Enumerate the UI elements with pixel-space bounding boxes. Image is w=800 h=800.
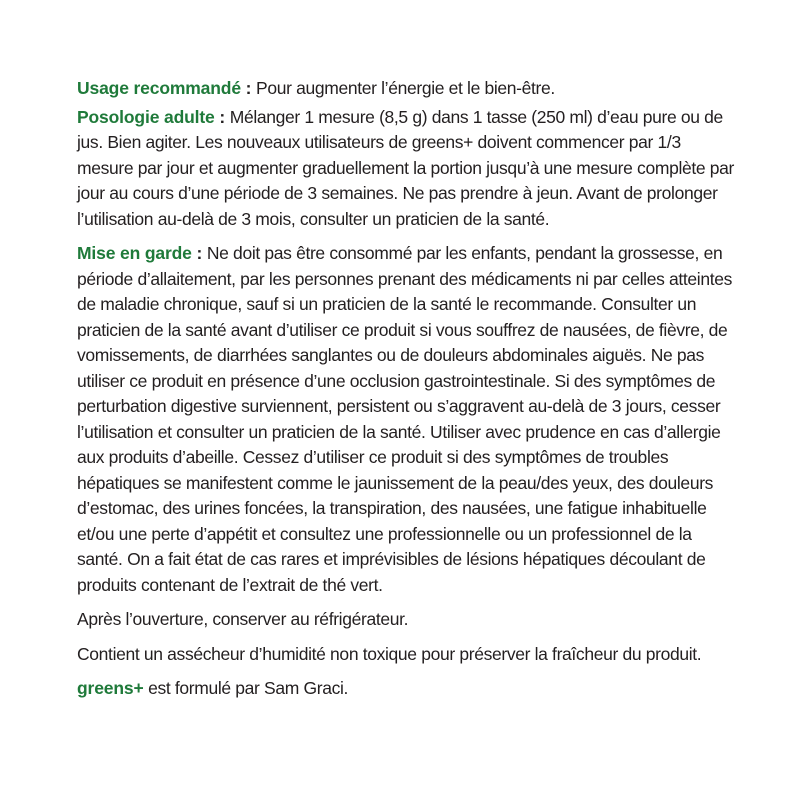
warning-text: Ne doit pas être consommé par les enfants, pendant la grossesse, en période d’allaitement, par les personnes prenant des médicaments ni par celles atteintes de maladie chronique, sauf si un praticien de la santé le recommande. Consulter un praticien de la santé avant d’utiliser ce produit si vous souffrez de nausées, de fièvre, de vomissements, de diarrhées sanglantes ou de douleurs abdominales aiguës. Ne pas utiliser ce produit en présence d’une occlusion gastrointestinale. Si des symptômes de perturbation digestive surviennent, persistent ou s’aggravent au-delà de 3 jours, cesser l’utilisation et consulter un praticien de la santé. Utiliser avec prudence en cas d’allergie aux produits d’abeille. Cessez d’utiliser ce produit si des symptômes de troubles hépatiques se manifestent comme le jaunissement de la peau/des yeux, des douleurs d’estomac, des urines foncées, la transpiration, des nausées, une fatigue inhabituelle et/ou une perte d’appétit et consultez une professionnelle ou un professionnel de la santé. On a fait état de cas rares et imprévisibles de lésions hépatiques découlant de produits contenant de l’extrait de thé vert. (77, 243, 733, 595)
label-text-panel (77, 76, 737, 711)
dosage-separator: : (214, 106, 230, 127)
formulator-text: est formulé par Sam Graci. (143, 678, 349, 698)
usage-section (77, 76, 737, 102)
dosage-text: Mélanger 1 mesure (8,5 g) dans 1 tasse (250 ml) d’eau pure ou de jus. Bien agiter. Les nouveaux utilisateurs de greens+ doivent commencer par 1/3 mesure par jour et augmenter graduellement la portion jusqu’à une mesure complète par jour au cours d’une période de 3 semaines. Ne pas prendre à jeun. Avant de prolonger l’utilisation au-delà de 3 mois, consulter un praticien de la santé. (77, 106, 735, 229)
warning-section (77, 241, 737, 598)
usage-text: Pour augmenter l’énergie et le bien-être. (256, 78, 555, 98)
dosage-heading-text: Posologie adulte (77, 106, 215, 127)
usage-separator: : (240, 78, 257, 98)
warning-heading (77, 243, 207, 263)
desiccant-note: Contient un assécheur d’humidité non toxique pour préserver la fraîcheur du produit. (77, 643, 702, 664)
brand-name: greens+ (77, 678, 144, 698)
dosage-heading (77, 107, 230, 127)
usage-heading-text: Usage recommandé (77, 78, 241, 98)
usage-heading (77, 78, 256, 98)
warning-separator: : (191, 243, 207, 263)
storage-note: Après l’ouverture, conserver au réfrigérateur. (77, 609, 409, 629)
warning-heading-text: Mise en garde (77, 243, 192, 263)
formulator-note (77, 676, 737, 702)
dosage-section (77, 105, 737, 233)
